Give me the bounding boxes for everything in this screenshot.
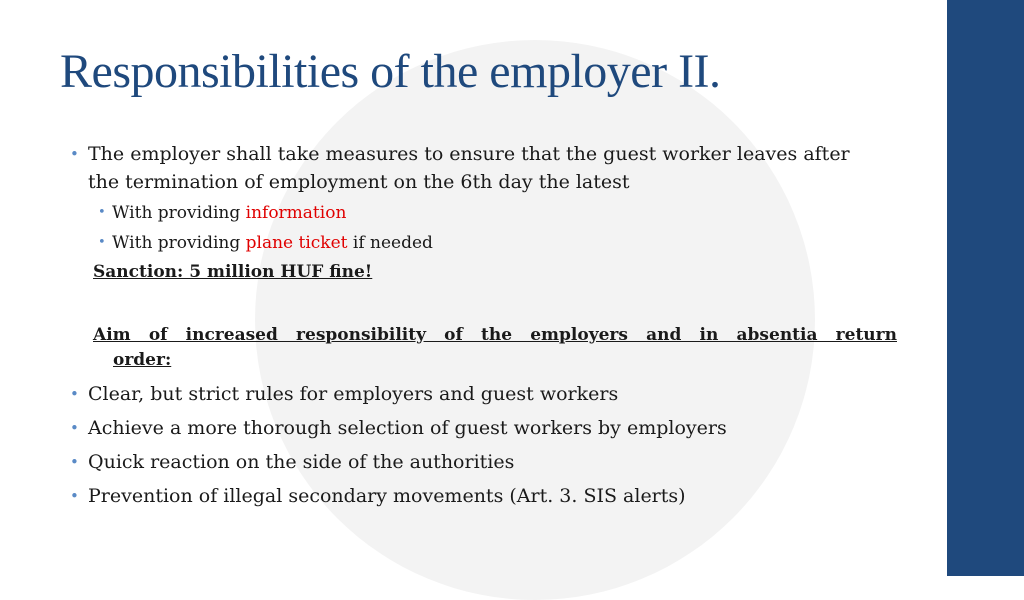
bullet-measures-line2: the termination of employment on the 6th day the latest bbox=[88, 171, 630, 193]
sub-bullet-plane-ticket bbox=[112, 231, 433, 255]
sub-bullet-plane-ticket-prefix: With providing bbox=[112, 233, 246, 253]
slide-title: Responsibilities of the employer II. bbox=[60, 45, 721, 98]
sub-bullet-plane-ticket-suffix: if needed bbox=[347, 233, 433, 253]
sanction-text: Sanction: 5 million HUF fine! bbox=[93, 262, 373, 282]
sub-bullet-information bbox=[112, 201, 346, 225]
aim-heading-line2: order: bbox=[113, 350, 172, 370]
aim-heading-line1-text: Aim of increased responsibility of the employers and in absentia return bbox=[93, 325, 897, 345]
sub-bullet-information-highlight: information bbox=[245, 203, 347, 223]
side-bar bbox=[947, 0, 1024, 576]
bullet-thorough-selection: • Achieve a more thorough selection of guest workers by employers bbox=[88, 414, 727, 442]
bullet-quick-reaction: • Quick reaction on the side of the authorities bbox=[88, 448, 514, 476]
sub-bullet-information-prefix: With providing bbox=[112, 203, 246, 223]
aim-heading-line1 bbox=[93, 323, 897, 348]
bullet-measures bbox=[88, 140, 850, 196]
bullet-clear-rules: • Clear, but strict rules for employers and guest workers bbox=[88, 380, 618, 408]
sub-bullet-plane-ticket-highlight: plane ticket bbox=[245, 233, 348, 253]
bullet-measures-line1: • The employer shall take measures to ensure that the guest worker leaves after bbox=[88, 143, 850, 165]
bullet-prevention: • Prevention of illegal secondary movements (Art. 3. SIS alerts) bbox=[88, 482, 686, 510]
